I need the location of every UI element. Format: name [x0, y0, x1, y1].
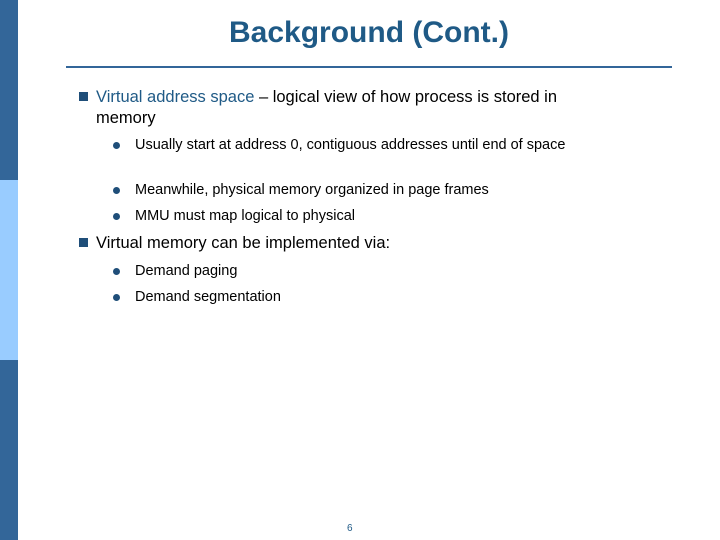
sub-bullet-page-frames [135, 181, 605, 200]
sidebar-segment-middle [0, 180, 18, 360]
sidebar-stripe [0, 0, 18, 540]
sub-bullet-address-start [135, 136, 605, 155]
round-bullet-icon [113, 142, 120, 149]
sub-bullet-text: Meanwhile, physical memory organized in page frames [135, 182, 489, 198]
round-bullet-icon [113, 213, 120, 220]
sidebar-segment-top [0, 0, 18, 180]
round-bullet-icon [113, 268, 120, 275]
bullet-highlight: Virtual address space [96, 88, 255, 106]
slide-title: Background (Cont.) [229, 16, 509, 49]
sub-bullet-mmu [135, 207, 605, 226]
square-bullet-icon [79, 238, 88, 247]
square-bullet-icon [79, 92, 88, 101]
page-number: 6 [347, 523, 353, 534]
sub-bullet-text: Demand paging [135, 263, 238, 279]
bullet-text: Virtual memory can be implemented via: [96, 234, 391, 252]
sub-bullet-text: Usually start at address 0, contiguous addresses until end of space [135, 137, 566, 153]
sidebar-segment-bottom [0, 360, 18, 540]
round-bullet-icon [113, 294, 120, 301]
sub-bullet-demand-segmentation [135, 288, 605, 307]
bullet-virtual-memory [96, 233, 616, 254]
bullet-virtual-address-space [96, 87, 616, 129]
sub-bullet-text: MMU must map logical to physical [135, 208, 355, 224]
title-underline [66, 66, 672, 68]
sub-bullet-text: Demand segmentation [135, 289, 281, 305]
bullet-text: – logical view of how process is stored in memory [96, 88, 558, 127]
round-bullet-icon [113, 187, 120, 194]
sub-bullet-demand-paging [135, 262, 605, 281]
